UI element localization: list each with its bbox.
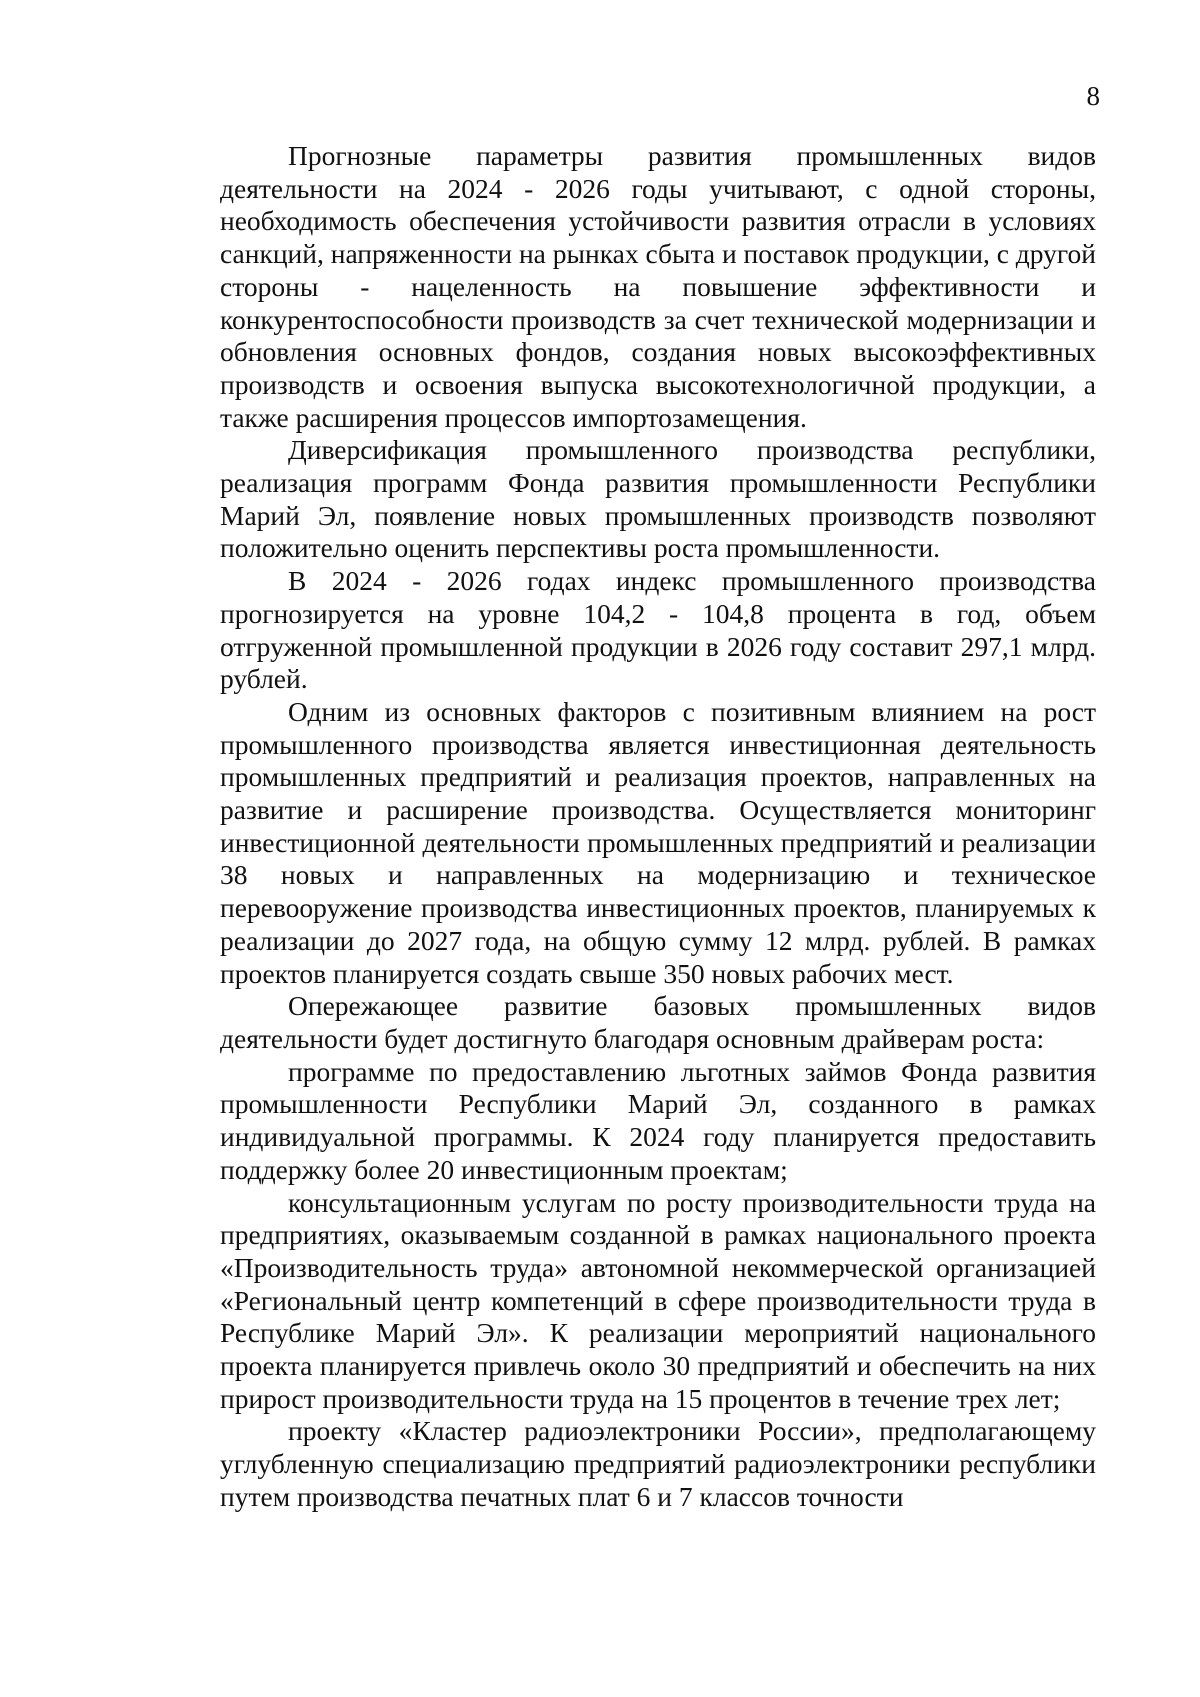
- paragraph-radioelectronics-cluster: проекту «Кластер радиоэлектроники России», предполагающему углубленную специализацию предприятий радиоэлектроники республики путем производства печатных плат 6 и 7 классов точности: [220, 1415, 1096, 1512]
- paragraph-loan-program: программе по предоставлению льготных займов Фонда развития промышленности Республики Марий Эл, созданного в рамках индивидуальной программы. К 2024 году планируется предоставить поддержку более 20 инвестиционным проектам;: [220, 1055, 1096, 1185]
- paragraph-forecast-parameters: Прогнозные параметры развития промышленных видов деятельности на 2024 - 2026 годы учитывают, с одной стороны, необходимость обеспечения устойчивости развития отрасли в условиях санкций, напряженности на рынках сбыта и поставок продукции, с другой стороны - нацеленность на повышение эффективности и конкурентоспособности производств за счет технической модернизации и обновления основных фондов, создания новых высокоэффективных производств и освоения выпуска высокотехнологичной продукции, а также расширения процессов импортозамещения.: [220, 140, 1096, 433]
- paragraph-consulting-services: консультационным услугам по росту производительности труда на предприятиях, оказываемым созданной в рамках национального проекта «Производительность труда» автономной некоммерческой организацией «Региональный центр компетенций в сфере производительности труда в Республике Марий Эл». К реализации мероприятий национального проекта планируется привлечь около 30 предприятий и обеспечить на них прирост производительности труда на 15 процентов в течение трех лет;: [220, 1186, 1096, 1414]
- document-body: [220, 140, 1096, 1514]
- page-number: 8: [1086, 81, 1100, 111]
- paragraph-diversification: Диверсификация промышленного производства республики, реализация программ Фонда развития промышленности Республики Марий Эл, появление новых промышленных производств позволяют положительно оценить перспективы роста промышленности.: [220, 434, 1096, 564]
- paragraph-growth-drivers: Опережающее развитие базовых промышленных видов деятельности будет достигнуто благодаря основным драйверам роста:: [220, 990, 1096, 1054]
- paragraph-production-index: В 2024 - 2026 годах индекс промышленного производства прогнозируется на уровне 104,2 - 104,8 процента в год, объем отгруженной промышленной продукции в 2026 году составит 297,1 млрд. рублей.: [220, 565, 1096, 695]
- paragraph-investment-activity: Одним из основных факторов с позитивным влиянием на рост промышленного производства является инвестиционная деятельность промышленных предприятий и реализация проектов, направленных на развитие и расширение производства. Осуществляется мониторинг инвестиционной деятельности промышленных предприятий и реализации 38 новых и направленных на модернизацию и техническое перевооружение производства инвестиционных проектов, планируемых к реализации до 2027 года, на общую сумму 12 млрд. рублей. В рамках проектов планируется создать свыше 350 новых рабочих мест.: [220, 695, 1096, 989]
